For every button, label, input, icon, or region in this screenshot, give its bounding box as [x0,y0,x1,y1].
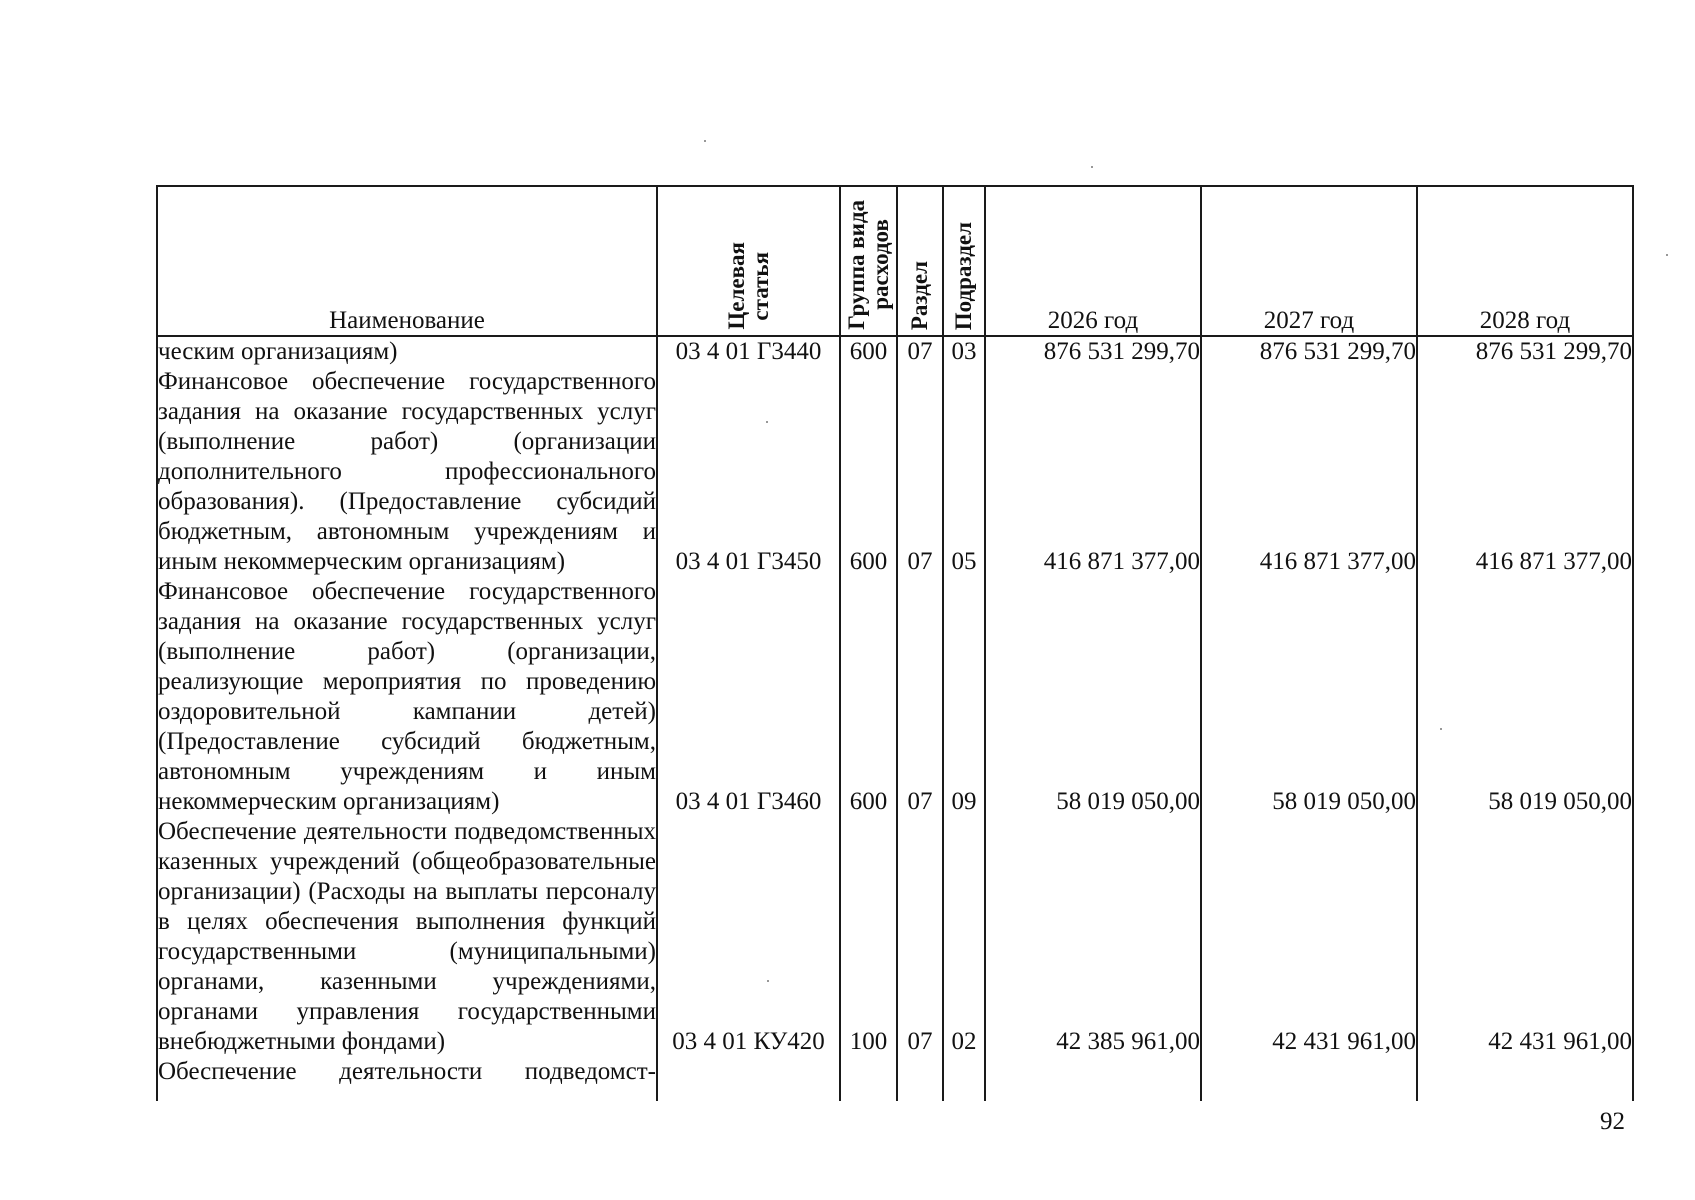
scan-speck [704,140,706,142]
row-amount-2026 [985,1057,1201,1087]
row-amount-2026: 876 531 299,70 [985,336,1201,367]
row-amount-2027: 876 531 299,70 [1201,336,1417,367]
continuation-cell [1201,1087,1417,1101]
page-number: 92 [1600,1108,1625,1135]
row-target-item: 03 4 01 КУ420 [657,817,840,1057]
row-amount-2028: 42 431 961,00 [1417,817,1633,1057]
row-subsection: 05 [943,367,985,577]
header-subsection-label: Подраздел [951,221,976,330]
row-name [157,577,657,817]
row-expense-group: 600 [840,367,897,577]
header-name: Наименование [157,186,657,336]
header-expense-group-label: Группа вида расходов [843,200,893,330]
row-expense-group: 100 [840,817,897,1057]
row-amount-2027 [1201,1057,1417,1087]
row-amount-2028: 58 019 050,00 [1417,577,1633,817]
continuation-cell [1417,1087,1633,1101]
scan-speck [1440,728,1442,730]
table-continuation [157,1087,1633,1101]
row-subsection: 02 [943,817,985,1057]
continuation-cell [840,1087,897,1101]
header-target-item [657,186,840,336]
continuation-cell [943,1087,985,1101]
row-amount-2028: 876 531 299,70 [1417,336,1633,367]
row-target-item [657,1057,840,1087]
row-section: 07 [897,577,943,817]
table-row [157,336,1633,367]
row-amount-2026: 58 019 050,00 [985,577,1201,817]
row-amount-2026: 416 871 377,00 [985,367,1201,577]
header-section [897,186,943,336]
header-target-item-label: Целевая статья [723,242,773,330]
row-name [157,367,657,577]
header-2027: 2027 год [1201,186,1417,336]
row-expense-group: 600 [840,336,897,367]
row-section: 07 [897,367,943,577]
row-name-text: Финансовое обеспечение государственного задания на оказание государственных услуг (выполнение работ) (организации, реализующие мероприятия по проведению оздоровительной кампании детей) (Предоставление субсидий бюджетным, автономным учреждениям и иным некоммерческим организациям) [158,578,656,815]
row-subsection: 09 [943,577,985,817]
row-target-item: 03 4 01 Г3450 [657,367,840,577]
continuation-cell [985,1087,1201,1101]
row-section [897,1057,943,1087]
row-amount-2026: 42 385 961,00 [985,817,1201,1057]
budget-table [156,185,1634,1101]
row-amount-2028: 416 871 377,00 [1417,367,1633,577]
table-row [157,367,1633,577]
scan-speck [1666,254,1668,256]
scan-speck [766,421,768,423]
scan-speck [767,980,769,982]
table-header-row [157,186,1633,336]
header-2028: 2028 год [1417,186,1633,336]
row-subsection: 03 [943,336,985,367]
row-name-text: Обеспечение деятельности подведомст- [158,1058,656,1085]
header-2026: 2026 год [985,186,1201,336]
row-name [157,1057,657,1087]
row-amount-2027: 58 019 050,00 [1201,577,1417,817]
row-expense-group [840,1057,897,1087]
row-amount-2027: 416 871 377,00 [1201,367,1417,577]
row-target-item: 03 4 01 Г3440 [657,336,840,367]
table-row [157,577,1633,817]
row-name-text: Финансовое обеспечение государственного задания на оказание государственных услуг (выполнение работ) (организации дополнительного профессионального образования). (Предоставление субсидий бюджетным, автономным учреждениям и иным некоммерческим организациям) [158,368,656,575]
row-name: ческим организациям) [157,336,657,367]
scan-speck [1091,166,1093,168]
row-name [157,817,657,1057]
header-subsection [943,186,985,336]
row-amount-2027: 42 431 961,00 [1201,817,1417,1057]
continuation-cell [657,1087,840,1101]
row-amount-2028 [1417,1057,1633,1087]
row-name-text: Обеспечение деятельности подведомственных казенных учреждений (общеобразовательные организации) (Расходы на выплаты персоналу в целях обеспечения выполнения функций государственными (муниципальными) органами, казенными учреждениями, органами управления государственными внебюджетными фондами) [158,818,656,1055]
row-section: 07 [897,336,943,367]
continuation-cell [157,1087,657,1101]
row-section: 07 [897,817,943,1057]
continuation-cell [897,1087,943,1101]
row-subsection [943,1057,985,1087]
row-target-item: 03 4 01 Г3460 [657,577,840,817]
header-section-label: Раздел [907,260,932,330]
header-expense-group [840,186,897,336]
table-row [157,1057,1633,1087]
table-row [157,817,1633,1057]
row-expense-group: 600 [840,577,897,817]
